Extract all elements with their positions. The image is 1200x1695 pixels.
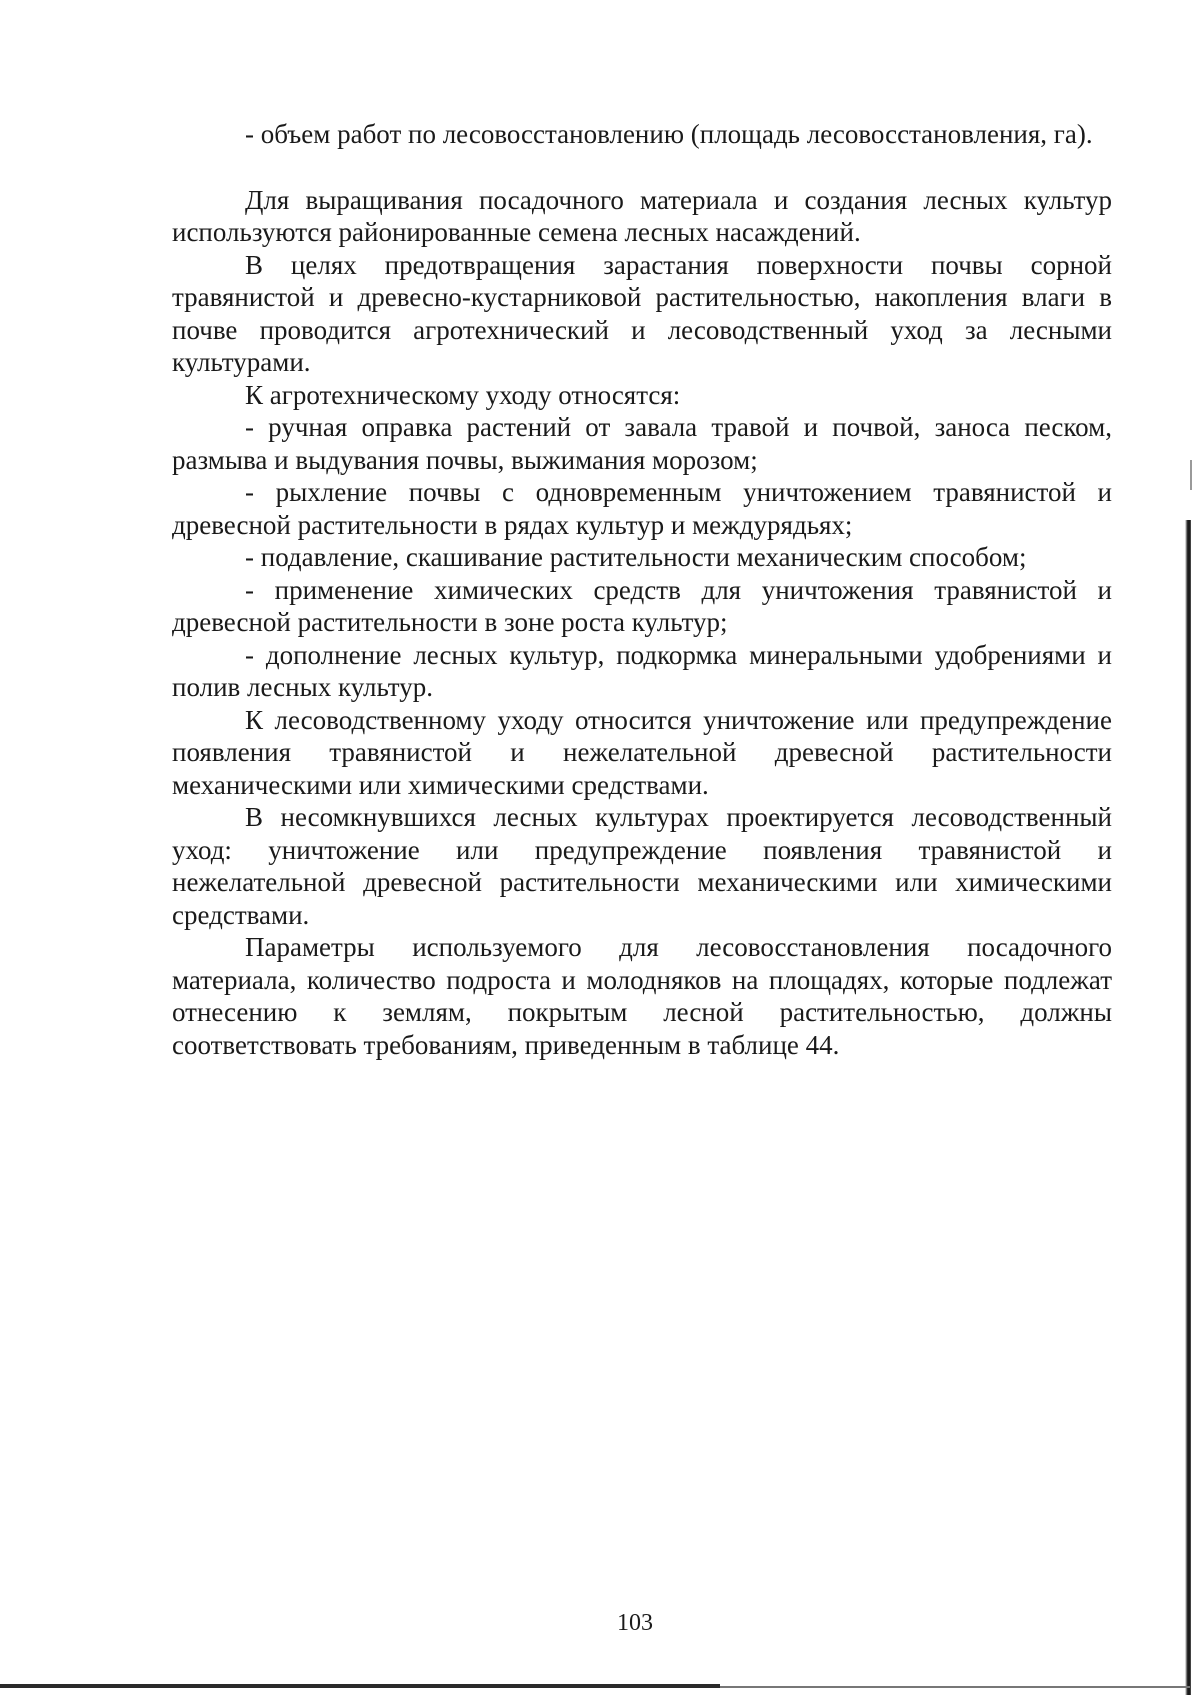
- paragraph-silvicultural-care: К лесоводственному уходу относится уничтожение или предупреждение появления травянистой и нежелательной древесной растительности механическими или химическими средствами.: [172, 704, 1112, 800]
- paragraph-agrotech-heading: К агротехническому уходу относятся:: [245, 379, 681, 410]
- list-item-mowing: - подавление, скашивание растительности механическим способом;: [245, 542, 1027, 572]
- page-number: 103: [617, 1610, 653, 1636]
- paragraph-unclosed-cultures: В несомкнувшихся лесных культурах проектируется лесоводственный уход: уничтожение или предупреждение появления травянистой и нежелательной древесной растительности механическими или химическими средствами.: [172, 802, 1112, 930]
- paragraph-care-purpose: В целях предотвращения зарастания поверхности почвы сорной травянистой и древесно-кустарниковой растительностью, накопления влаги в почве проводится агротехнический и лесоводственный уход за лесными культурами.: [172, 249, 1112, 377]
- scan-edge-bottom-thin: [720, 1686, 1190, 1688]
- paragraph-parameters: Параметры используемого для лесовосстановления посадочного материала, количество подроста и молодняков на площадях, которые подлежат отнесению к землям, покрытым лесной растительностью, должны соответствовать требованиям, приведенным в таблице 44.: [172, 932, 1112, 1060]
- paragraph-work-volume: - объем работ по лесовосстановлению (площадь лесовосстановления, га).: [245, 119, 1093, 149]
- list-item-manual-care: - ручная оправка растений от завала травой и почвой, заноса песком, размыва и выдувания почвы, выжимания морозом;: [172, 412, 1112, 475]
- list-item-loosening: - рыхление почвы с одновременным уничтожением травянистой и древесной растительности в рядах культур и междурядьях;: [172, 477, 1112, 540]
- body-text: [172, 118, 1112, 1061]
- paragraph-seeds: Для выращивания посадочного материала и создания лесных культур используются районированные семена лесных насаждений.: [172, 184, 1112, 247]
- scan-edge-mark: [1190, 460, 1192, 490]
- list-item-supplement: - дополнение лесных культур, подкормка минеральными удобрениями и полив лесных культур.: [172, 639, 1112, 702]
- list-item-chemicals: - применение химических средств для уничтожения травянистой и древесной растительности в зоне роста культур;: [172, 574, 1112, 637]
- scan-edge-bottom: [0, 1684, 720, 1688]
- scan-edge-right: [1185, 520, 1191, 1695]
